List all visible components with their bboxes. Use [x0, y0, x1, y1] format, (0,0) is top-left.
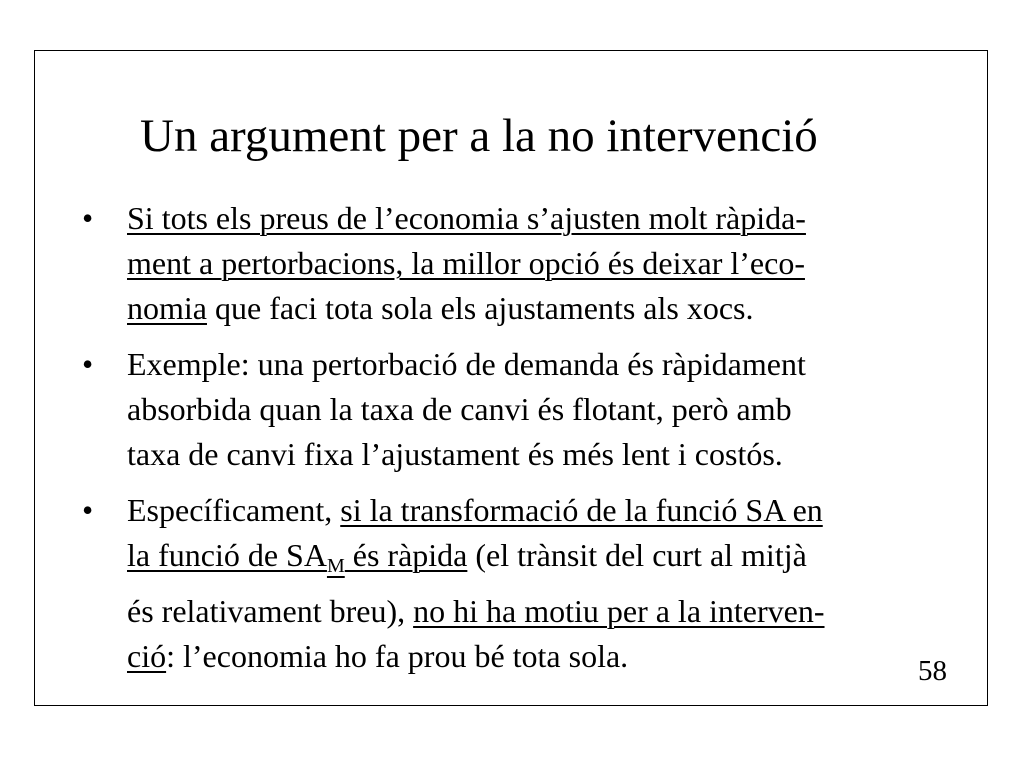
- bullet-line: [127, 387, 952, 432]
- underlined-text: no hi ha motiu per a la interven-: [413, 593, 825, 629]
- bullet-marker: •: [82, 346, 94, 382]
- bullet-marker: •: [82, 492, 94, 528]
- slide-title: Un argument per a la no intervenció: [140, 110, 818, 162]
- bullet-item: [82, 342, 952, 477]
- underlined-text: si la transformació de la funció SA en: [340, 492, 823, 528]
- bullet-item: [82, 196, 952, 331]
- text-segment: (el trànsit del curt al mitjà: [467, 537, 807, 573]
- bullet-line: [127, 533, 952, 589]
- text-segment: : l’economia ho fa prou bé tota sola.: [166, 638, 629, 674]
- bullet-line: [127, 589, 952, 634]
- bullet-item: [82, 488, 952, 679]
- underlined-text: ció: [127, 638, 167, 674]
- bullet-line: [127, 196, 952, 241]
- text-segment: taxa de canvi fixa l’ajustament és més lent i costós.: [127, 436, 783, 472]
- underlined-text: ment a pertorbacions, la millor opció és deixar l’eco-: [127, 245, 805, 281]
- underlined-text: és ràpida: [344, 537, 468, 573]
- text-segment: absorbida quan la taxa de canvi és flotant, però amb: [127, 391, 792, 427]
- bullet-line: [127, 432, 952, 477]
- text-segment: és relativament breu),: [127, 593, 414, 629]
- bullet-line: [127, 488, 952, 533]
- underlined-text: la funció de SA: [127, 537, 327, 573]
- subscript-text: M: [326, 555, 345, 577]
- bullet-line: [127, 241, 952, 286]
- text-segment: Exemple: una pertorbació de demanda és ràpidament: [127, 346, 806, 382]
- underlined-text: Si tots els preus de l’economia s’ajusten molt ràpida-: [127, 200, 806, 236]
- text-segment: Específicament,: [127, 492, 341, 528]
- underlined-text: nomia: [127, 290, 207, 326]
- bullet-line: [127, 634, 952, 679]
- bullet-marker: •: [82, 200, 94, 236]
- bullet-line: [127, 286, 952, 331]
- page-number: 58: [918, 655, 947, 687]
- bullet-line: [127, 342, 952, 387]
- text-segment: que faci tota sola els ajustaments als xocs.: [206, 290, 754, 326]
- bullet-list: [82, 196, 952, 690]
